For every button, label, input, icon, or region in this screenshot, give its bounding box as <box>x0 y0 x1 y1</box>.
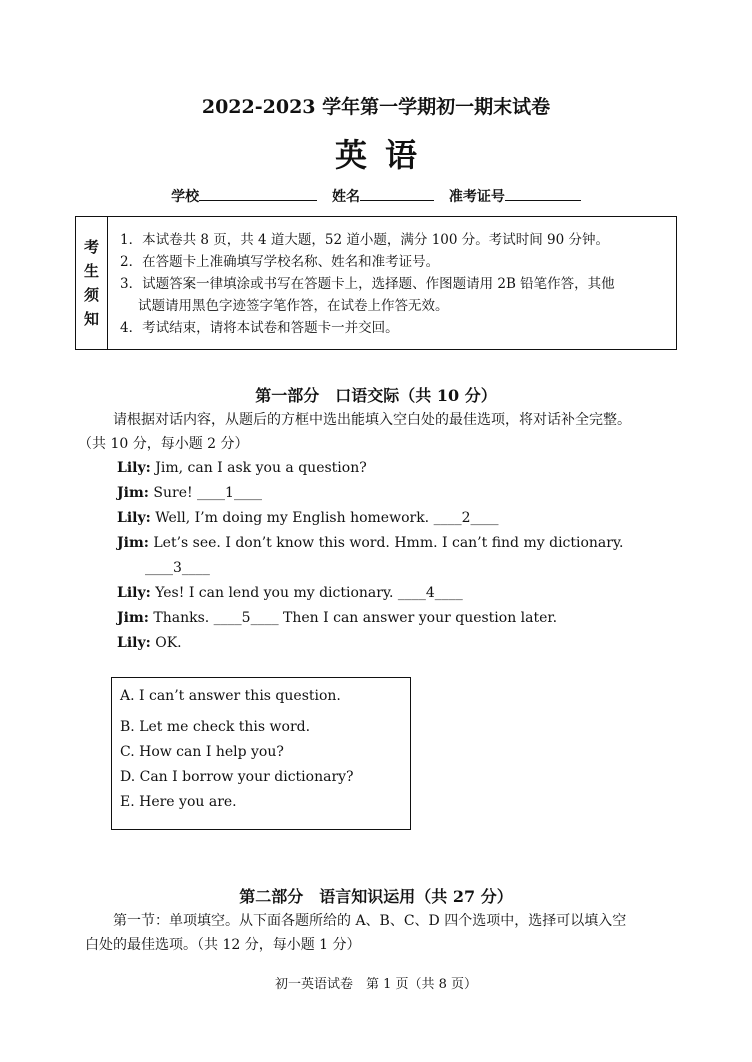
notice-heading-char: 生 <box>83 262 99 280</box>
notice-box <box>75 216 677 350</box>
option-item: A. I can’t answer this question. <box>120 688 341 704</box>
part1-title: 第一部分 口语交际（共 10 分） <box>255 386 497 405</box>
id-blank <box>505 186 581 201</box>
student-info-line <box>0 186 752 206</box>
option-item: E. Here you are. <box>120 794 237 810</box>
speaker: Jim: <box>117 485 149 501</box>
notice-heading <box>76 217 108 349</box>
speaker: Lily: <box>117 635 151 651</box>
exam-title: 2022-2023 学年第一学期初一期末试卷 <box>201 96 551 118</box>
part2-instruction: 第一节：单项填空。从下面各题所给的 A、B、C、D 四个选项中，选择可以填入空 <box>113 913 627 929</box>
dialogue-line <box>117 485 262 501</box>
notice-item: 试题请用黑色字迹签字笔作答，在试卷上作答无效。 <box>138 298 449 314</box>
notice-body <box>120 229 666 339</box>
speaker: Lily: <box>117 585 151 601</box>
dialogue-line <box>117 535 623 551</box>
speaker: Lily: <box>117 460 151 476</box>
subject-title: 英语 <box>334 136 435 174</box>
name-blank <box>360 186 434 201</box>
dialogue-line <box>117 610 557 626</box>
dialogue-line <box>117 635 182 651</box>
dialogue-text: Jim, can I ask you a question? <box>150 460 367 476</box>
speaker: Jim: <box>117 610 149 626</box>
part1-instruction: 请根据对话内容，从题后的方框中选出能填入空白处的最佳选项，将对话补全完整。 <box>113 412 631 428</box>
notice-item: 3．试题答案一律填涂或书写在答题卡上，选择题、作图题请用 2B 铅笔作答，其他 <box>120 276 615 292</box>
page-footer: 初一英语试卷 第 1 页（共 8 页） <box>274 977 478 992</box>
options-box <box>111 677 411 830</box>
option-item: D. Can I borrow your dictionary? <box>120 769 354 785</box>
name-label: 姓名 <box>332 189 360 205</box>
dialogue-text: Well, I’m doing my English homework. ____2____ <box>150 510 499 526</box>
option-item: C. How can I help you? <box>120 744 284 760</box>
speaker: Jim: <box>117 535 149 551</box>
notice-heading-char: 须 <box>83 286 99 304</box>
dialogue-text: Yes! I can lend you my dictionary. ____4____ <box>150 585 463 601</box>
dialogue-text: OK. <box>150 635 182 651</box>
dialogue-line <box>117 510 498 526</box>
part1-instruction: （共 10 分，每小题 2 分） <box>78 436 249 452</box>
notice-heading-char: 知 <box>83 310 99 328</box>
notice-item: 2．在答题卡上准确填写学校名称、姓名和准考证号。 <box>120 254 440 270</box>
school-label: 学校 <box>171 189 200 205</box>
notice-item: 4．考试结束，请将本试卷和答题卡一并交回。 <box>120 320 399 336</box>
part2-title: 第二部分 语言知识运用（共 27 分） <box>239 887 513 906</box>
speaker: Lily: <box>117 510 151 526</box>
dialogue-text: Sure! ____1____ <box>148 485 262 501</box>
dialogue-text: ____3____ <box>145 560 210 576</box>
dialogue-line <box>117 460 367 476</box>
option-item: B. Let me check this word. <box>120 719 311 735</box>
id-label: 准考证号 <box>448 189 505 205</box>
dialogue-text: Let’s see. I don’t know this word. Hmm. I can’t find my dictionary. <box>148 535 624 551</box>
dialogue-text: Thanks. ____5____ Then I can answer your question later. <box>148 610 558 626</box>
dialogue-line <box>145 560 210 576</box>
notice-heading-char: 考 <box>83 238 99 256</box>
part2-instruction: 白处的最佳选项。（共 12 分，每小题 1 分） <box>85 937 361 953</box>
school-blank <box>199 186 317 201</box>
notice-item: 1．本试卷共 8 页，共 4 道大题，52 道小题，满分 100 分。考试时间 90 分钟。 <box>120 232 610 248</box>
dialogue-line <box>117 585 463 601</box>
